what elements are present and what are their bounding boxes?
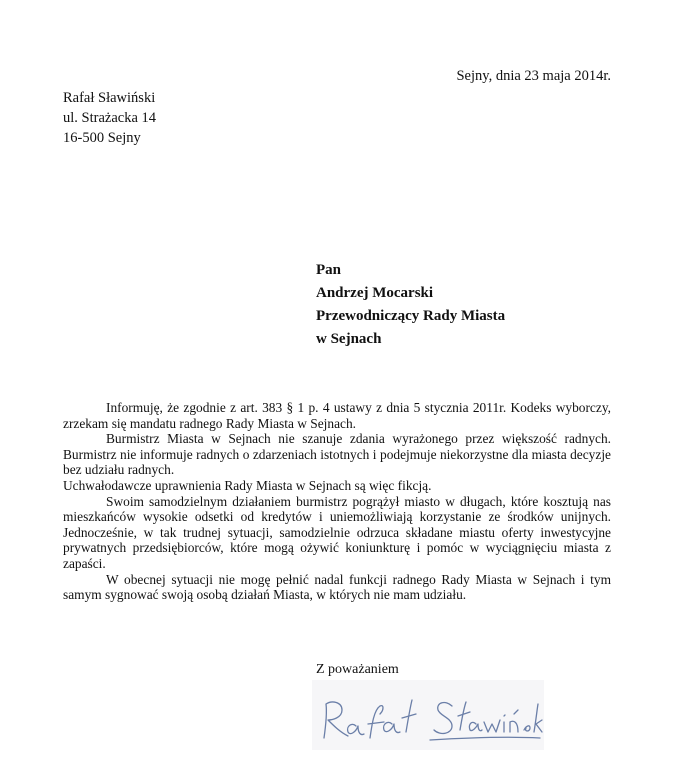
paragraph-fiction: Uchwałodawcze uprawnienia Rady Miasta w Sejnach są więc fikcją. <box>63 477 432 493</box>
closing: Z poważaniem <box>316 662 399 677</box>
recipient-block <box>316 259 505 351</box>
sender-city: 16-500 Sejny <box>63 130 141 146</box>
letter-body <box>63 400 611 603</box>
signature-scribble <box>312 680 544 750</box>
sender-address <box>63 88 156 148</box>
place-date: Sejny, dnia 23 maja 2014r. <box>456 68 611 84</box>
paragraph-conclusion: W obecnej sytuacji nie mogę pełnić nadal funkcji radnego Rady Miasta w Sejnach i tym samym sygnować swoją osobą działań Miasta, w których nie mam udziału. <box>63 571 611 603</box>
recipient-name: Andrzej Mocarski <box>316 285 434 301</box>
sender-name: Rafał Sławiński <box>63 90 156 106</box>
sender-street: ul. Strażacka 14 <box>63 110 157 126</box>
handwritten-signature <box>312 680 544 750</box>
paragraph-resignation: Informuję, że zgodnie z art. 383 § 1 p. 4 ustawy z dnia 5 stycznia 2011r. Kodeks wyborczy, zrzekam się mandatu radnego Rady Miasta w Sejnach. <box>63 400 611 431</box>
recipient-salutation: Pan <box>316 262 342 278</box>
recipient-location: w Sejnach <box>316 331 382 347</box>
recipient-title: Przewodniczący Rady Miasta <box>316 308 506 324</box>
paragraph-debts: Swoim samodzielnym działaniem burmistrz pogrążył miasto w długach, które kosztują nas mieszkańców wysokie odsetki od kredytów i uniemożliwiają korzystanie ze środków unijnych. Jednocześnie, w tak trudnej sytuacji, samodzielnie odrzuca składane miastu oferty inwestycyjne prywatnych przedsiębiorców, które mogą ożywić koniunkturę i pomóc w wyciągnięciu miasta z zapaści. <box>63 493 611 571</box>
paragraph-mayor-disrespect: Burmistrz Miasta w Sejnach nie szanuje zdania wyrażonego przez większość radnych. Burmistrz nie informuje radnych o zdarzeniach istotnych i podejmuje niekorzystne dla miasta decyzje bez udziału radnych. <box>63 431 611 478</box>
